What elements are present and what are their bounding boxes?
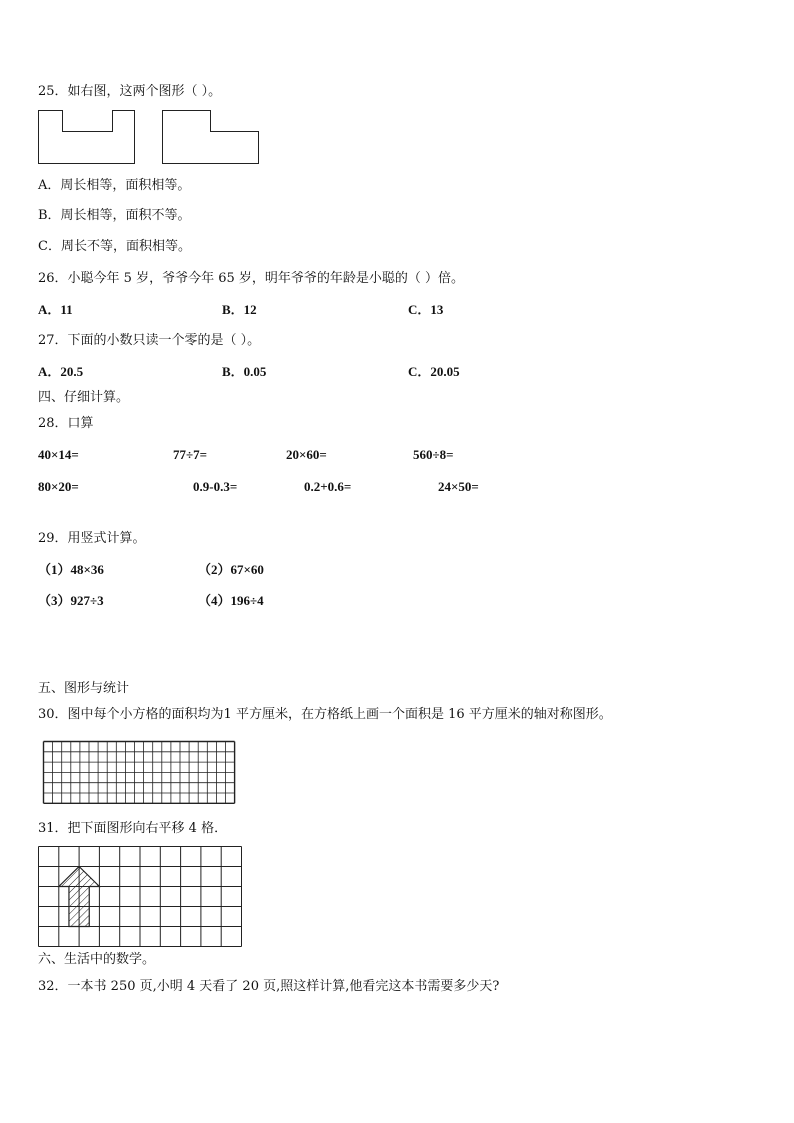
- q26-option-c[interactable]: C．13: [408, 302, 444, 317]
- q27-option-c[interactable]: C．20.05: [408, 364, 460, 379]
- section-4-title: 四、仔细计算。: [38, 390, 130, 405]
- q28-item: 77÷7=: [173, 447, 208, 462]
- q28-item: 80×20=: [38, 479, 79, 494]
- q26-option-b[interactable]: B．12: [222, 302, 257, 317]
- q25-option-a[interactable]: A．周长相等，面积相等。: [38, 178, 191, 193]
- q27-option-a[interactable]: A．20.5: [38, 364, 84, 379]
- q26-stem: 26．小聪今年 5 岁，爷爷今年 65 岁，明年爷爷的年龄是小聪的（ ）倍。: [38, 271, 465, 286]
- q31-stem: 31．把下面图形向右平移 4 格．: [38, 821, 228, 836]
- hatched-arrow-shape: [59, 867, 100, 927]
- q29-item: （2）67×60: [198, 562, 264, 577]
- q29-item: （1）48×36: [38, 562, 104, 577]
- q29-stem: 29．用竖式计算。: [38, 531, 146, 546]
- q28-item: 24×50=: [438, 479, 479, 494]
- q28-item: 0.2+0.6=: [304, 479, 352, 494]
- q27-option-b[interactable]: B．0.05: [222, 364, 267, 379]
- q27-stem: 27．下面的小数只读一个零的是（ ）。: [38, 333, 261, 348]
- section-6-title: 六、生活中的数学。: [38, 952, 156, 967]
- q25-stem: 25．如右图，这两个图形（ ）。: [38, 84, 222, 99]
- q28-item: 0.9-0.3=: [193, 479, 238, 494]
- q25-option-b[interactable]: B．周长相等，面积不等。: [38, 208, 191, 223]
- q25-option-c[interactable]: C．周长不等，面积相等。: [38, 239, 191, 254]
- q30-stem: 30．图中每个小方格的面积均为1 平方厘米，在方格纸上画一个面积是 16 平方厘米的轴对称图形。: [38, 707, 612, 722]
- q28-item: 20×60=: [286, 447, 327, 462]
- q29-item: （4）196÷4: [198, 593, 264, 608]
- q28-item: 40×14=: [38, 447, 79, 462]
- q31-grid: [0, 0, 260, 960]
- q28-stem: 28．口算: [38, 416, 94, 431]
- q29-item: （3）927÷3: [38, 593, 104, 608]
- q32-stem: 32．一本书 250 页,小明 4 天看了 20 页,照这样计算,他看完这本书需要多少天?: [38, 979, 500, 994]
- q26-option-a[interactable]: A．11: [38, 302, 73, 317]
- section-5-title: 五、图形与统计: [38, 681, 130, 696]
- q28-item: 560÷8=: [413, 447, 454, 462]
